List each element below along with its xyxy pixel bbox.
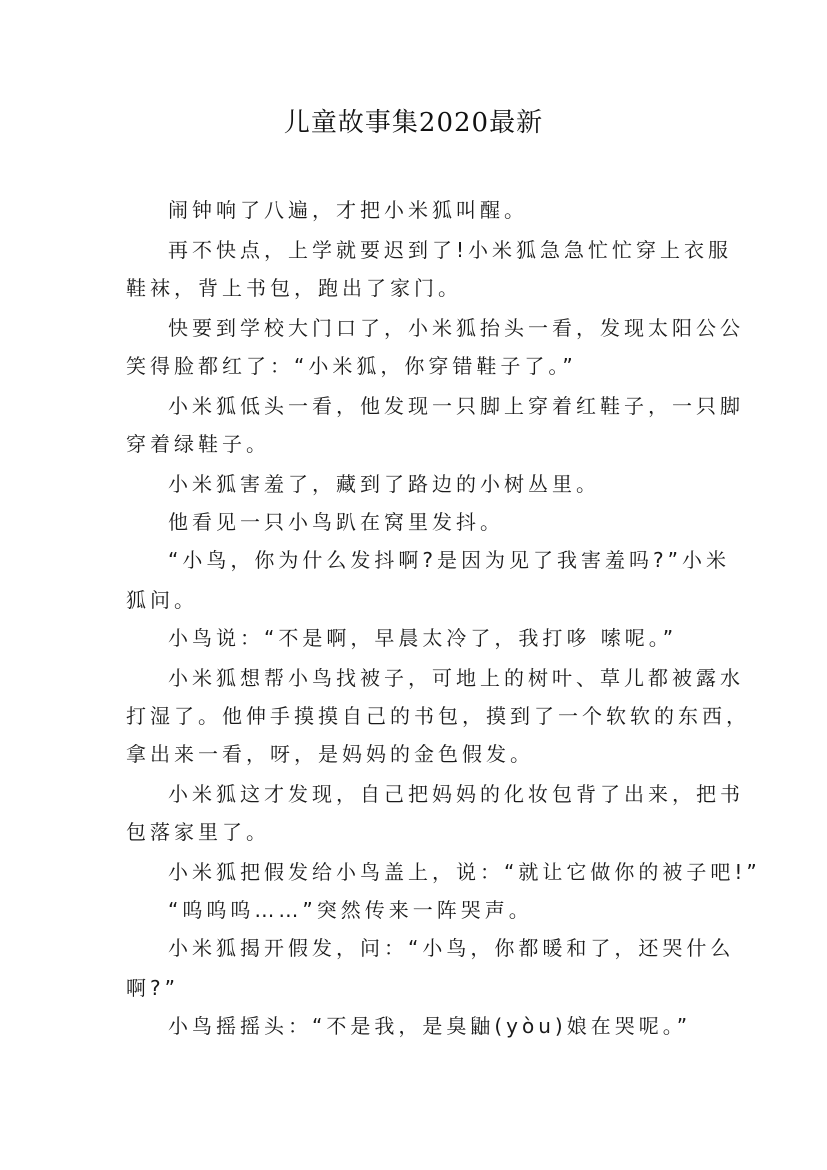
paragraph-line: “小鸟，你为什么发抖啊?是因为见了我害羞吗?”小米 (168, 548, 730, 572)
paragraph-line: 笑得脸都红了：“小米狐，你穿错鞋子了。” (126, 354, 577, 378)
paragraph-line: 再不快点，上学就要迟到了!小米狐急急忙忙穿上衣服 (168, 238, 733, 262)
paragraph-line: 小米狐这才发现，自己把妈妈的化妆包背了出来，把书 (168, 782, 744, 806)
paragraph-line: 快要到学校大门口了，小米狐抬头一看，发现太阳公公 (168, 316, 744, 340)
paragraph-line: 小鸟摇摇头：“不是我，是臭鼬(yòu)娘在哭呢。” (168, 1014, 692, 1038)
paragraph-line: 闹钟响了八遍，才把小米狐叫醒。 (168, 198, 528, 222)
paragraph-line: 小鸟说：“不是啊，早晨太冷了，我打哆 嗦呢。” (168, 626, 678, 650)
paragraph-line: 小米狐想帮小鸟找被子，可地上的树叶、草儿都被露水 (168, 666, 744, 690)
paragraph-line: 鞋袜，背上书包，跑出了家门。 (126, 276, 462, 300)
paragraph-line: 小米狐害羞了，藏到了路边的小树丛里。 (168, 472, 600, 496)
paragraph-line: 包落家里了。 (126, 820, 270, 844)
paragraph-line: 他看见一只小鸟趴在窝里发抖。 (168, 510, 504, 534)
paragraph-line: “呜呜呜……”突然传来一阵哭声。 (168, 898, 533, 922)
paragraph-line: 拿出来一看，呀，是妈妈的金色假发。 (126, 742, 534, 766)
paragraph-line: 狐问。 (126, 588, 198, 612)
paragraph-line: 啊?” (126, 976, 179, 1000)
paragraph-line: 穿着绿鞋子。 (126, 432, 270, 456)
paragraph-line: 打湿了。他伸手摸摸自己的书包，摸到了一个软软的东西， (126, 704, 750, 728)
document-title: 儿童故事集2020最新 (283, 108, 544, 138)
paragraph-line: 小米狐把假发给小鸟盖上，说：“就让它做你的被子吧!” (168, 860, 761, 884)
paragraph-line: 小米狐揭开假发，问：“小鸟，你都暖和了，还哭什么 (168, 936, 735, 960)
paragraph-line: 小米狐低头一看，他发现一只脚上穿着红鞋子，一只脚 (168, 394, 744, 418)
